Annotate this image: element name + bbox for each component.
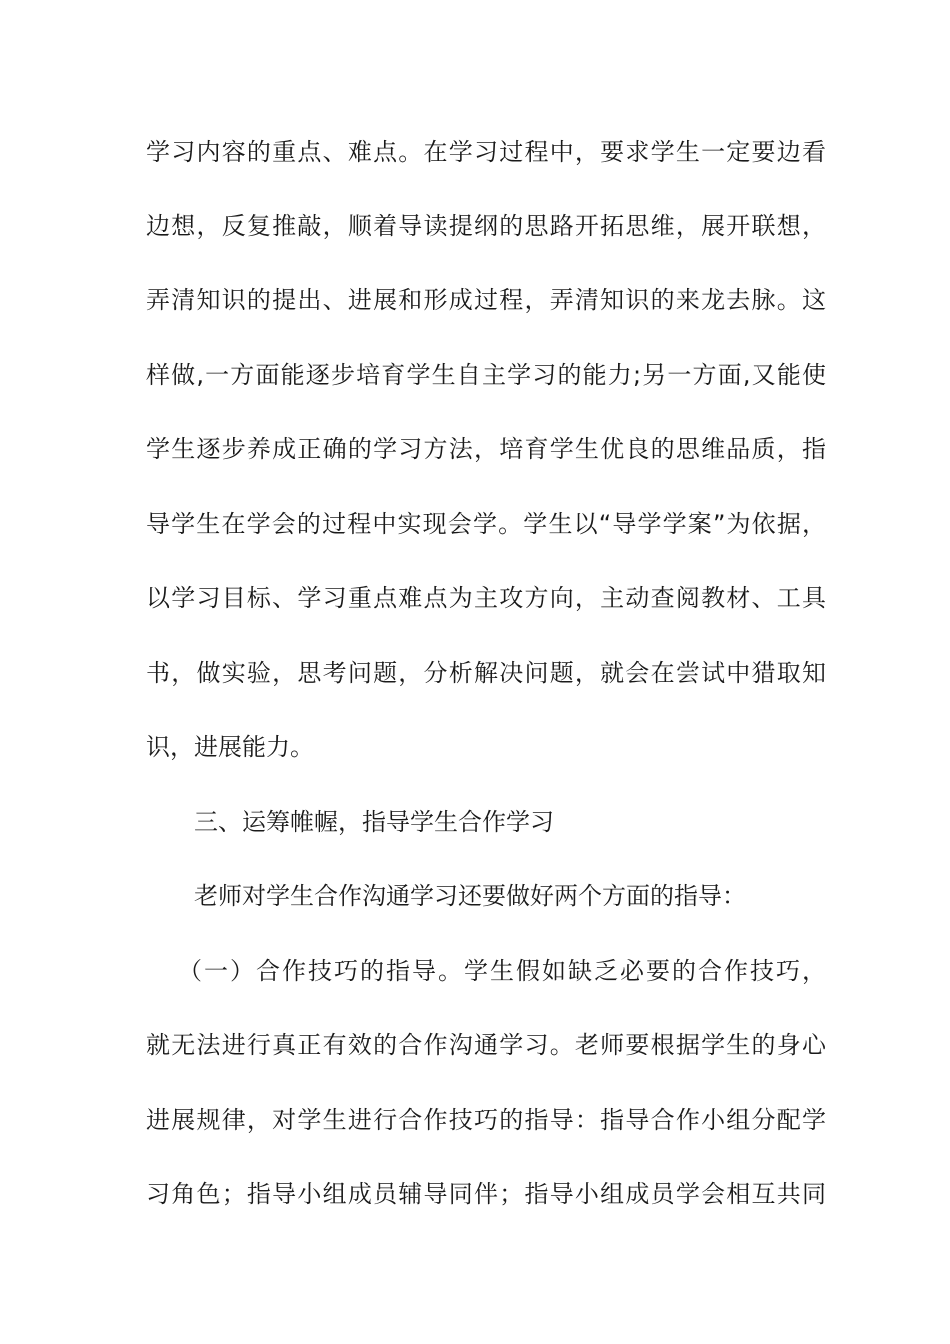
text-line: 进展规律，对学生进行合作技巧的指导：指导合作小组分配学 <box>146 1106 826 1134</box>
text-line: 老师对学生合作沟通学习还要做好两个方面的指导： <box>194 882 746 910</box>
text-line: 导学生在学会的过程中实现会学。学生以“导学学案”为依据， <box>146 510 826 538</box>
text-line: 书，做实验，思考问题，分析解决问题，就会在尝试中猎取知 <box>146 659 826 687</box>
text-line: 样做,一方面能逐步培育学生自主学习的能力;另一方面,又能使 <box>146 361 826 389</box>
text-line: 习角色；指导小组成员辅导同伴；指导小组成员学会相互共同 <box>146 1180 826 1208</box>
text-line: 弄清知识的提出、进展和形成过程，弄清知识的来龙去脉。这 <box>146 286 826 314</box>
text-line: 学习内容的重点、难点。在学习过程中，要求学生一定要边看 <box>146 138 826 166</box>
text-line: 就无法进行真正有效的合作沟通学习。老师要根据学生的身心 <box>146 1031 826 1059</box>
text-line: 边想，反复推敲，顺着导读提纲的思路开拓思维，展开联想， <box>146 212 826 240</box>
text-line: （一）合作技巧的指导。学生假如缺乏必要的合作技巧， <box>178 957 826 985</box>
text-line: 识，进展能力。 <box>146 733 314 761</box>
text-line: 以学习目标、学习重点难点为主攻方向，主动查阅教材、工具 <box>146 584 826 612</box>
text-line: 学生逐步养成正确的学习方法，培育学生优良的思维品质，指 <box>146 435 826 463</box>
section-heading: 三、运筹帷幄，指导学生合作学习 <box>194 808 554 836</box>
